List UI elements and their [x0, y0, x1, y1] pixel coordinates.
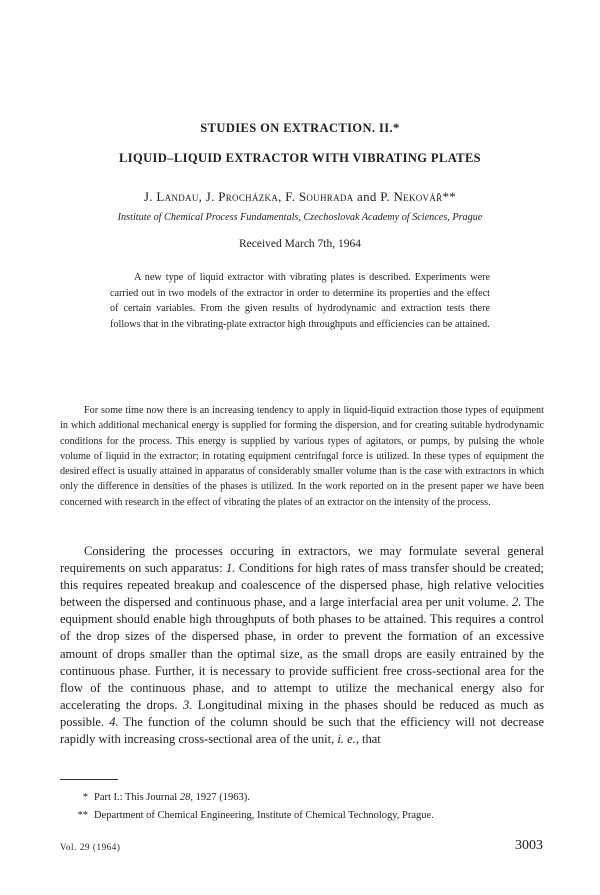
author-3: F. Souhrada and — [285, 189, 381, 204]
author-1: J. Landau, — [143, 189, 206, 204]
footnote-rule — [60, 779, 118, 780]
running-head: Vol. 29 (1964) — [60, 842, 121, 852]
footnote-2: ** Department of Chemical Engineering, Institute of Chemical Technology, Prague. — [77, 810, 434, 821]
author-4: P. Nekovář** — [380, 189, 457, 204]
item-number-2: 2. — [512, 595, 522, 610]
author-2: J. Procházka, — [205, 189, 286, 204]
institute-affiliation: Institute of Chemical Process Fundamentals, Czechoslovak Academy of Sciences, Prague — [117, 212, 483, 223]
body-paragraph: Considering the processes occuring in extractors, we may formulate several general requirements on such apparatus: 1. Conditions for high rates of mass transfer should be created; this requires repeated breakup and coalescence of the dispersed phase, high relative velocities between the dispersed and continuous phase, and a large interfacial area per unit volume. 2. The equipment should enable high throughputs of both phases to be attained. This requires a control of the drop sizes of the dispersed phase, in order to prevent the formation of an excessive amount of drops smaller than the optimal size, as the small drops are easily entrained by the continuous phase. Further, it is necessary to provide sufficient free cross-sectional area for the flow of the continuous phase, and to attempt to utilize the mechanical energy also for accelerating the drops. 3. Longitudinal mixing in the phases should be reduced as much as possible. 4. The function of the column should be such that the efficiency will not decrease rapidly with increasing cross-sectional area of the unit, i. e., that — [60, 544, 544, 747]
author-list — [0, 189, 600, 205]
introduction-paragraph: For some time now there is an increasing tendency to apply in liquid-liquid extraction those types of equipment in which additional mechanical energy is supplied for forming the dispersion, and for creating suitable hydrodynamic conditions for the process. This energy is supplied by various types of agitators, or pumps, by pulsing the whole volume of liquid in the extractor; in rotating equipment centrifugal force is utilized. In these types of equipment the desired effect is usually attained in apparatus of considerably smaller volume than is the case with extractors in which only the difference in densities of the phases is utilized. In the work reported on in the present paper we have been concerned with research in the effect of vibrating the plates of an extractor on the intensity of the process. — [60, 405, 544, 508]
abstract: A new type of liquid extractor with vibrating plates is described. Experiments were carried out in two models of the extractor in order to determine its properties and the effect of certain variables. From the given results of hydrodynamic and extraction tests there follows that in the vibrating-plate extractor high throughputs and efficiencies can be attained. — [110, 272, 490, 330]
item-number-4: 4. — [109, 714, 119, 729]
title-line-1: STUDIES ON EXTRACTION. II.* — [200, 121, 400, 135]
footnote-1: * Part I.: This Journal 28, 1927 (1963). — [82, 792, 250, 803]
item-number-3: 3. — [182, 697, 193, 712]
page-number: 3003 — [515, 838, 543, 853]
title-line-2: LIQUID–LIQUID EXTRACTOR WITH VIBRATING PLATES — [118, 151, 482, 165]
ie-abbreviation: i. e. — [337, 732, 356, 747]
item-number-1: 1. — [226, 561, 236, 576]
received-date: Received March 7th, 1964 — [239, 238, 361, 250]
